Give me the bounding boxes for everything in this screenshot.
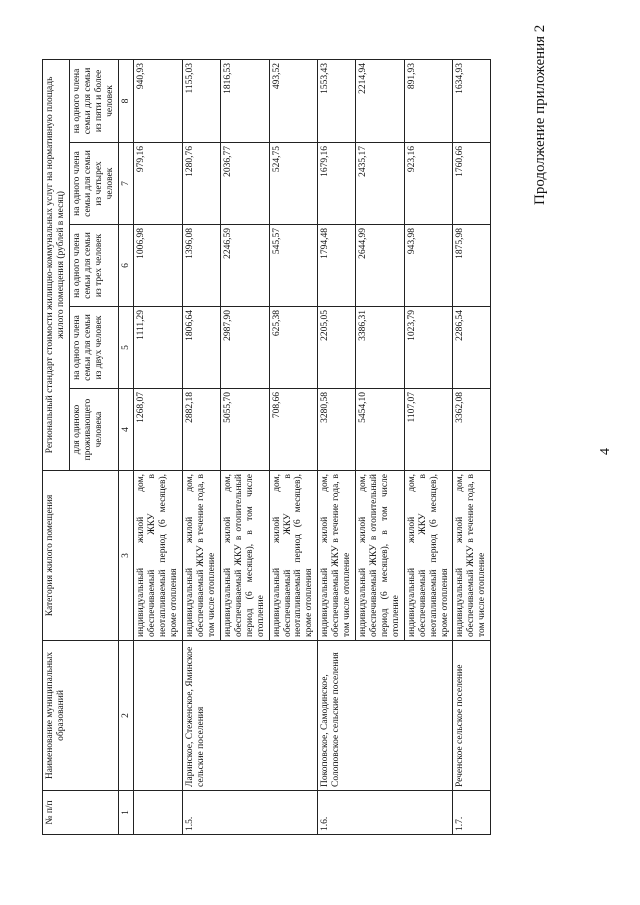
row-number: 1.5. bbox=[183, 791, 318, 835]
value-family-2: 625,38 bbox=[269, 307, 318, 389]
value-family-2: 2205,05 bbox=[318, 307, 356, 389]
header-family-5: на одного члена семьи для семьи из пяти и более человек bbox=[69, 59, 118, 142]
column-number: 4 bbox=[118, 389, 134, 471]
housing-category: индивидуальный жилой дом, обеспечиваемый ЖКУ в течение года, в том числе отопление bbox=[453, 471, 491, 641]
municipality-name: Реченское сельское поселение bbox=[453, 641, 491, 791]
municipality-name: Покоповское, Самодинское, Солоповское сельские поселения bbox=[318, 641, 453, 791]
header-category: Категория жилого помещения bbox=[43, 471, 119, 641]
value-single: 3362,08 bbox=[453, 389, 491, 471]
value-family-3: 1875,98 bbox=[453, 225, 491, 307]
value-family-4: 1280,76 bbox=[183, 143, 221, 225]
value-single: 708,66 bbox=[269, 389, 318, 471]
table-row bbox=[183, 59, 221, 834]
tariff-table bbox=[42, 59, 491, 835]
value-family-4: 524,75 bbox=[269, 143, 318, 225]
housing-category: индивидуальный жилой дом, обеспечиваемый ЖКУ в неотапливаемый период (6 месяцев), кроме отопления bbox=[134, 471, 183, 641]
value-family-3: 943,98 bbox=[404, 225, 453, 307]
value-family-5: 1634,93 bbox=[453, 59, 491, 142]
header-family-2: на одного члена семьи для семьи из двух человек bbox=[69, 307, 118, 389]
housing-category: индивидуальный жилой дом, обеспечиваемый ЖКУ в течение года, в том числе отопление bbox=[183, 471, 221, 641]
value-family-5: 493,52 bbox=[269, 59, 318, 142]
value-family-3: 1006,98 bbox=[134, 225, 183, 307]
value-single: 2882,18 bbox=[183, 389, 221, 471]
header-number: № п/п bbox=[43, 791, 119, 835]
value-family-5: 940,93 bbox=[134, 59, 183, 142]
appendix-title: Продолжение приложения 2 bbox=[532, 24, 548, 205]
value-family-2: 3386,31 bbox=[356, 307, 405, 389]
value-family-3: 1794,48 bbox=[318, 225, 356, 307]
value-family-4: 979,16 bbox=[134, 143, 183, 225]
municipality-name: Ларинское, Стеженское, Яминское сельские поселения bbox=[183, 641, 318, 791]
value-family-5: 1553,43 bbox=[318, 59, 356, 142]
housing-category: индивидуальный жилой дом, обеспечиваемый ЖКУ в неотапливаемый период (6 месяцев), кроме отопления bbox=[404, 471, 453, 641]
value-family-3: 2246,59 bbox=[220, 225, 269, 307]
header-regional-standard: Региональный стандарт стоимости жилищно-коммунальных услуг на нормативную площадь жилого помещения (рублей в месяц) bbox=[43, 59, 70, 470]
value-family-5: 891,93 bbox=[404, 59, 453, 142]
value-family-3: 545,57 bbox=[269, 225, 318, 307]
row-number bbox=[134, 791, 183, 835]
row-number: 1.7. bbox=[453, 791, 491, 835]
column-number: 3 bbox=[118, 471, 134, 641]
housing-category: индивидуальный жилой дом, обеспечиваемый ЖКУ в течение года, в том числе отопление bbox=[318, 471, 356, 641]
value-family-3: 1396,08 bbox=[183, 225, 221, 307]
header-single: для одиноко проживающего человека bbox=[69, 389, 118, 471]
value-single: 1268,07 bbox=[134, 389, 183, 471]
value-family-2: 2286,54 bbox=[453, 307, 491, 389]
column-number: 8 bbox=[118, 59, 134, 142]
column-numbers-row bbox=[118, 59, 134, 834]
header-family-4: на одного члена семьи для семьи из четырех человек bbox=[69, 143, 118, 225]
municipality-name bbox=[134, 641, 183, 791]
value-family-2: 1111,29 bbox=[134, 307, 183, 389]
value-single: 5055,70 bbox=[220, 389, 269, 471]
column-number: 6 bbox=[118, 225, 134, 307]
housing-category: индивидуальный жилой дом, обеспечиваемый ЖКУ в отопительный период (6 месяцев), в том числе отопление bbox=[356, 471, 405, 641]
value-family-3: 2644,99 bbox=[356, 225, 405, 307]
value-family-2: 2987,90 bbox=[220, 307, 269, 389]
value-single: 5454,10 bbox=[356, 389, 405, 471]
row-number: 1.6. bbox=[318, 791, 453, 835]
value-single: 1107,07 bbox=[404, 389, 453, 471]
column-number: 1 bbox=[118, 791, 134, 835]
page-number: 4 bbox=[598, 448, 613, 455]
value-single: 3280,58 bbox=[318, 389, 356, 471]
value-family-2: 1806,64 bbox=[183, 307, 221, 389]
table-row bbox=[134, 59, 183, 834]
column-number: 5 bbox=[118, 307, 134, 389]
value-family-4: 1679,16 bbox=[318, 143, 356, 225]
column-number: 2 bbox=[118, 641, 134, 791]
housing-category: индивидуальный жилой дом, обеспечиваемый ЖКУ в отопительный период (6 месяцев), в том числе отопление bbox=[220, 471, 269, 641]
header-family-3: на одного члена семьи для семьи из трех человек bbox=[69, 225, 118, 307]
table-row bbox=[318, 59, 356, 834]
value-family-2: 1023,79 bbox=[404, 307, 453, 389]
housing-category: индивидуальный жилой дом, обеспечиваемый ЖКУ в неотапливаемый период (6 месяцев), кроме отопления bbox=[269, 471, 318, 641]
value-family-4: 2036,77 bbox=[220, 143, 269, 225]
value-family-4: 923,16 bbox=[404, 143, 453, 225]
value-family-5: 1816,53 bbox=[220, 59, 269, 142]
value-family-5: 2214,94 bbox=[356, 59, 405, 142]
table-row bbox=[453, 59, 491, 834]
header-municipality: Наименование муниципальных образований bbox=[43, 641, 119, 791]
value-family-4: 2435,17 bbox=[356, 143, 405, 225]
value-family-5: 1155,03 bbox=[183, 59, 221, 142]
column-number: 7 bbox=[118, 143, 134, 225]
value-family-4: 1760,66 bbox=[453, 143, 491, 225]
